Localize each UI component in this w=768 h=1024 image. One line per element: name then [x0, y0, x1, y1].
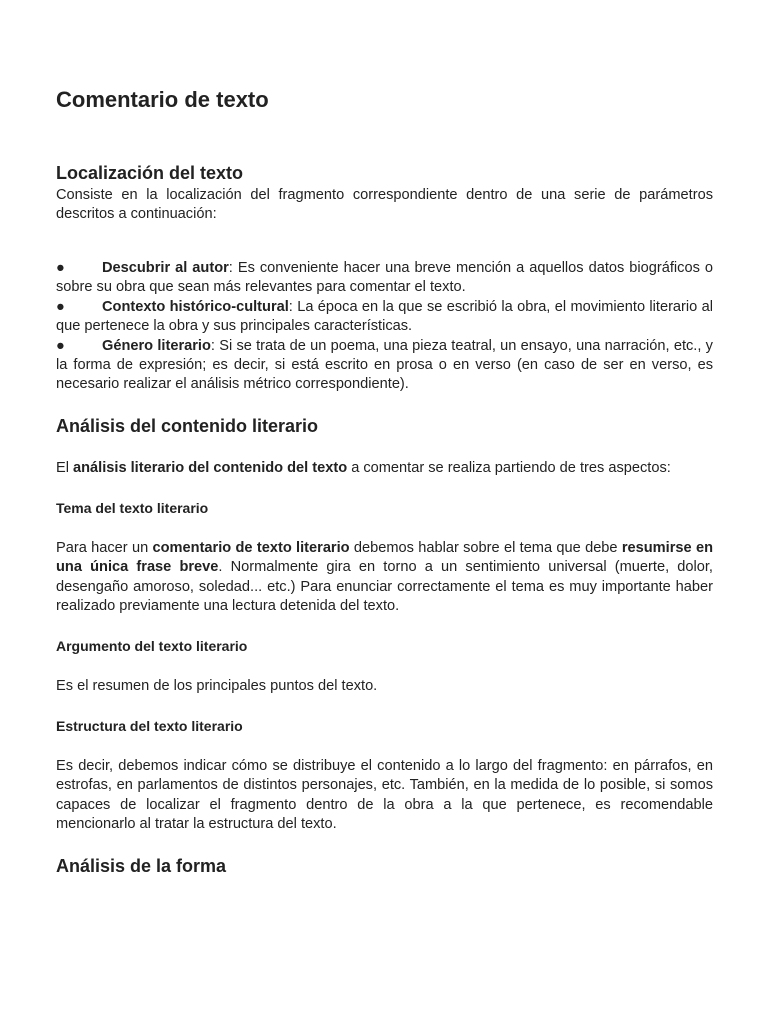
tema-bold: resumirse en una única frase breve — [56, 540, 713, 576]
section-heading-localizacion: Localización del texto — [56, 163, 244, 183]
subheading-estructura: Estructura del texto literario — [56, 718, 243, 734]
bullet-item-contexto — [56, 298, 713, 337]
bullet-icon: ● — [56, 260, 65, 276]
contenido-intro-text: El — [56, 460, 74, 476]
subheading-tema: Tema del texto literario — [56, 500, 209, 516]
tema-paragraph — [56, 539, 713, 617]
contenido-intro-bold: análisis literario del contenido del texto — [73, 460, 348, 476]
bullet-icon: ● — [56, 298, 65, 315]
argumento-paragraph: Es el resumen de los principales puntos del texto. — [56, 678, 378, 694]
estructura-paragraph: Es decir, debemos indicar cómo se distribuye el contenido a lo largo del fragmento: en párrafos, en estrofas, en parlamentos de distintos personajes, etc. También, en la medida de lo posible, si somos capaces de localizar el fragmento dentro de la obra a la que pertenece, es recomendable mencionarlo al tratar la estructura del texto. — [56, 758, 713, 833]
bullet-text: : Es conveniente hacer una breve mención a aquellos datos biográficos o sobre su obra que sean más relevantes para comentar el texto. — [56, 260, 713, 296]
tema-bold: comentario de texto literario — [152, 540, 350, 556]
tema-text: . Normalmente gira en torno a un sentimiento universal (muerte, dolor, desengaño amoroso, soledad... etc.) Para enunciar correctamente el tema es muy importante haber realizado previamente una lectura detenida del texto. — [56, 559, 713, 615]
bullet-text: : La época en la que se escribió la obra, el movimiento literario al que pertenece la obra y sus principales características. — [56, 298, 713, 335]
localizacion-intro: Consiste en la localización del fragmento correspondiente dentro de una serie de parámetros descritos a continuación: — [56, 187, 713, 223]
bullet-term: Género literario — [102, 337, 211, 354]
localizacion-bullet-list — [56, 259, 713, 395]
contenido-intro-text: a comentar se realiza partiendo de tres aspectos: — [347, 460, 671, 476]
bullet-item-genero — [56, 337, 713, 395]
bullet-item-autor — [56, 259, 713, 298]
bullet-icon: ● — [56, 337, 65, 354]
tema-text: Para hacer un — [56, 540, 153, 556]
bullet-term: Contexto histórico-cultural — [102, 298, 289, 315]
tema-text: debemos hablar sobre el tema que debe — [349, 540, 622, 556]
section-heading-contenido: Análisis del contenido literario — [56, 416, 319, 436]
section-heading-forma: Análisis de la forma — [56, 856, 227, 876]
bullet-term: Descubrir al autor — [102, 260, 229, 276]
document-title: Comentario de texto — [56, 87, 269, 112]
subheading-argumento: Argumento del texto literario — [56, 638, 248, 654]
contenido-intro — [56, 459, 671, 478]
bullet-text: : Si se trata de un poema, una pieza teatral, un ensayo, una narración, etc., y la forma de expresión; es decir, si está escrito en prosa o en verso (en caso de ser en verso, es necesario realizar el análisis métrico correspondiente). — [56, 337, 713, 393]
